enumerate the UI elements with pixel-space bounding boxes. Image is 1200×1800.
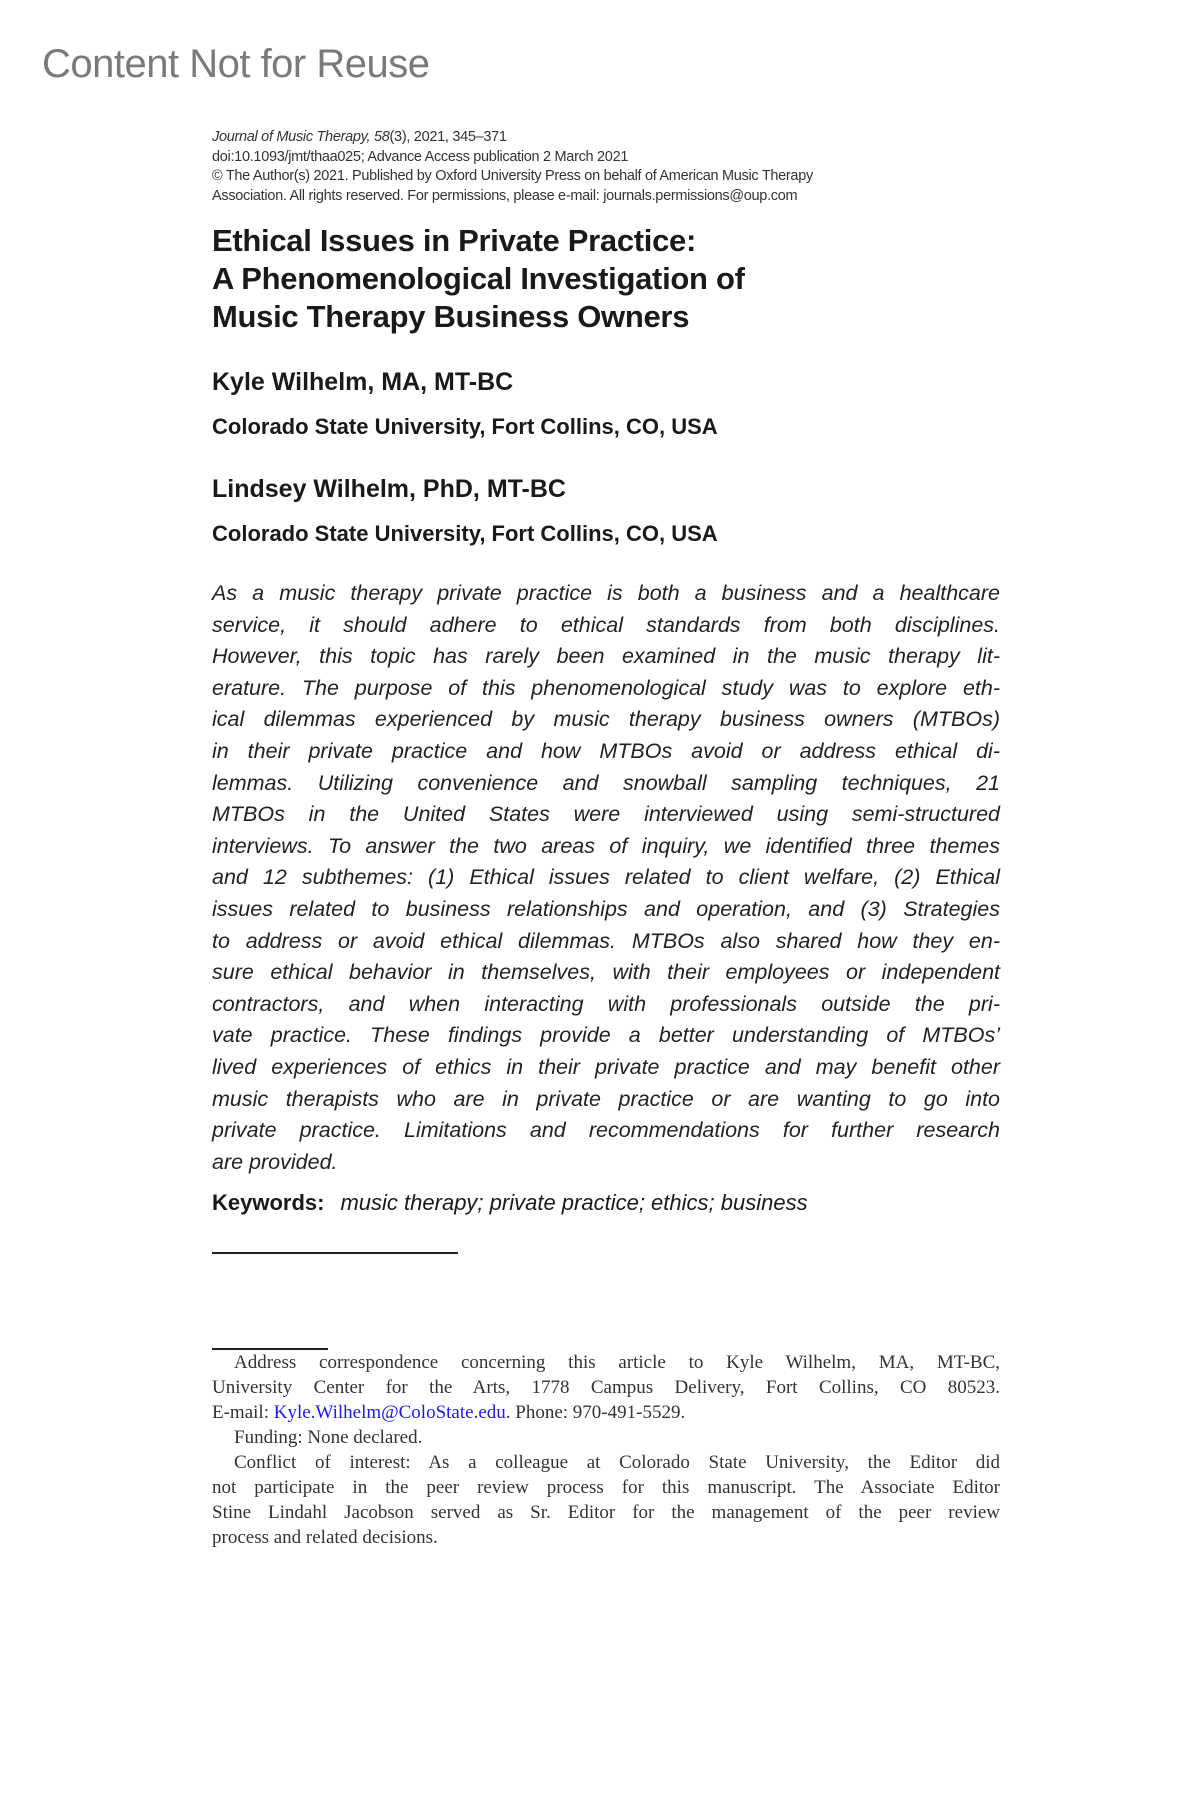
citation-line: Journal of Music Therapy, 58(3), 2021, 345–371 xyxy=(212,129,507,145)
abstract xyxy=(212,578,1000,1178)
keywords xyxy=(212,1190,808,1216)
section-divider xyxy=(212,1252,458,1254)
funding-line: Funding: None declared. xyxy=(234,1427,423,1448)
phone: . Phone: 970-491-5529. xyxy=(505,1402,686,1423)
author-affiliation: Colorado State University, Fort Collins, CO, USA xyxy=(212,521,718,546)
abstract-line: erature. The purpose of this phenomenological study was to explore eth- xyxy=(212,675,1000,700)
journal-metadata xyxy=(212,128,813,206)
contact-line xyxy=(212,1400,1000,1425)
abstract-line: in their private practice and how MTBOs avoid or address ethical di- xyxy=(212,738,1000,763)
title-line: Ethical Issues in Private Practice: xyxy=(212,223,697,258)
abstract-line: private practice. Limitations and recommendations for further research xyxy=(212,1118,1000,1143)
author-affiliation: Colorado State University, Fort Collins, CO, USA xyxy=(212,414,718,439)
title-line: Music Therapy Business Owners xyxy=(212,299,690,334)
abstract-line: vate practice. These findings provide a better understanding of MTBOs’ xyxy=(212,1023,1000,1048)
email-link[interactable]: Kyle.Wilhelm@ColoState.edu xyxy=(273,1402,506,1423)
author-name: Lindsey Wilhelm, PhD, MT-BC xyxy=(212,475,566,503)
abstract-line: MTBOs in the United States were interviewed using semi-structured xyxy=(212,802,1000,827)
abstract-line: to address or avoid ethical dilemmas. MTBOs also shared how they en- xyxy=(212,928,1000,953)
journal-name: Journal of Music Therapy xyxy=(212,129,367,145)
address-line: Address correspondence concerning this article to Kyle Wilhelm, MA, MT-BC, xyxy=(234,1352,1000,1373)
conflict-line: Stine Lindahl Jacobson served as Sr. Editor for the management of the peer review xyxy=(212,1502,1000,1523)
abstract-line: lived experiences of ethics in their private practice and may benefit other xyxy=(212,1054,1000,1079)
title-line: A Phenomenological Investigation of xyxy=(212,261,745,296)
keywords-value: music therapy; private practice; ethics; business xyxy=(340,1190,808,1215)
keywords-label: Keywords: xyxy=(212,1190,325,1215)
abstract-line: sure ethical behavior in themselves, with their employees or independent xyxy=(212,960,1000,985)
doi-line: doi:10.1093/jmt/thaa025; Advance Access publication 2 March 2021 xyxy=(212,148,629,165)
abstract-line: contractors, and when interacting with professionals outside the pri- xyxy=(212,991,1000,1016)
footnote xyxy=(212,1350,1000,1550)
abstract-line: ical dilemmas experienced by music therapy business owners (MTBOs) xyxy=(212,707,1000,732)
abstract-line: As a music therapy private practice is both a business and a healthcare xyxy=(212,581,1000,605)
author-name: Kyle Wilhelm, MA, MT-BC xyxy=(212,368,514,396)
conflict-line: Conflict of interest: As a colleague at Colorado State University, the Editor did xyxy=(234,1452,1000,1473)
email-label: E-mail: xyxy=(212,1402,274,1423)
abstract-line: and 12 subthemes: (1) Ethical issues related to client welfare, (2) Ethical xyxy=(212,865,1000,890)
abstract-line: lemmas. Utilizing convenience and snowball sampling techniques, 21 xyxy=(212,770,1000,795)
abstract-line: music therapists who are in private practice or are wanting to go into xyxy=(212,1086,1000,1111)
abstract-line: interviews. To answer the two areas of inquiry, we identified three themes xyxy=(212,833,1000,858)
abstract-line: issues related to business relationships and operation, and (3) Strategies xyxy=(212,896,1000,921)
watermark: Content Not for Reuse xyxy=(42,42,430,86)
conflict-line: not participate in the peer review process for this manuscript. The Associate Editor xyxy=(212,1477,1000,1498)
conflict-line: process and related decisions. xyxy=(212,1527,438,1548)
journal-volume: 58 xyxy=(374,129,390,145)
article-title xyxy=(212,222,745,336)
abstract-line: However, this topic has rarely been examined in the music therapy lit- xyxy=(212,644,1000,669)
copyright-line: Association. All rights reserved. For permissions, please e-mail: journals.permissions@oup.com xyxy=(212,187,798,204)
copyright-line: © The Author(s) 2021. Published by Oxford University Press on behalf of American Music Therapy xyxy=(212,168,813,184)
abstract-line: service, it should adhere to ethical standards from both disciplines. xyxy=(212,612,1000,637)
address-line: University Center for the Arts, 1778 Campus Delivery, Fort Collins, CO 80523. xyxy=(212,1377,1000,1398)
journal-issue-pages: (3), 2021, 345–371 xyxy=(389,129,507,145)
abstract-line: are provided. xyxy=(212,1149,338,1174)
